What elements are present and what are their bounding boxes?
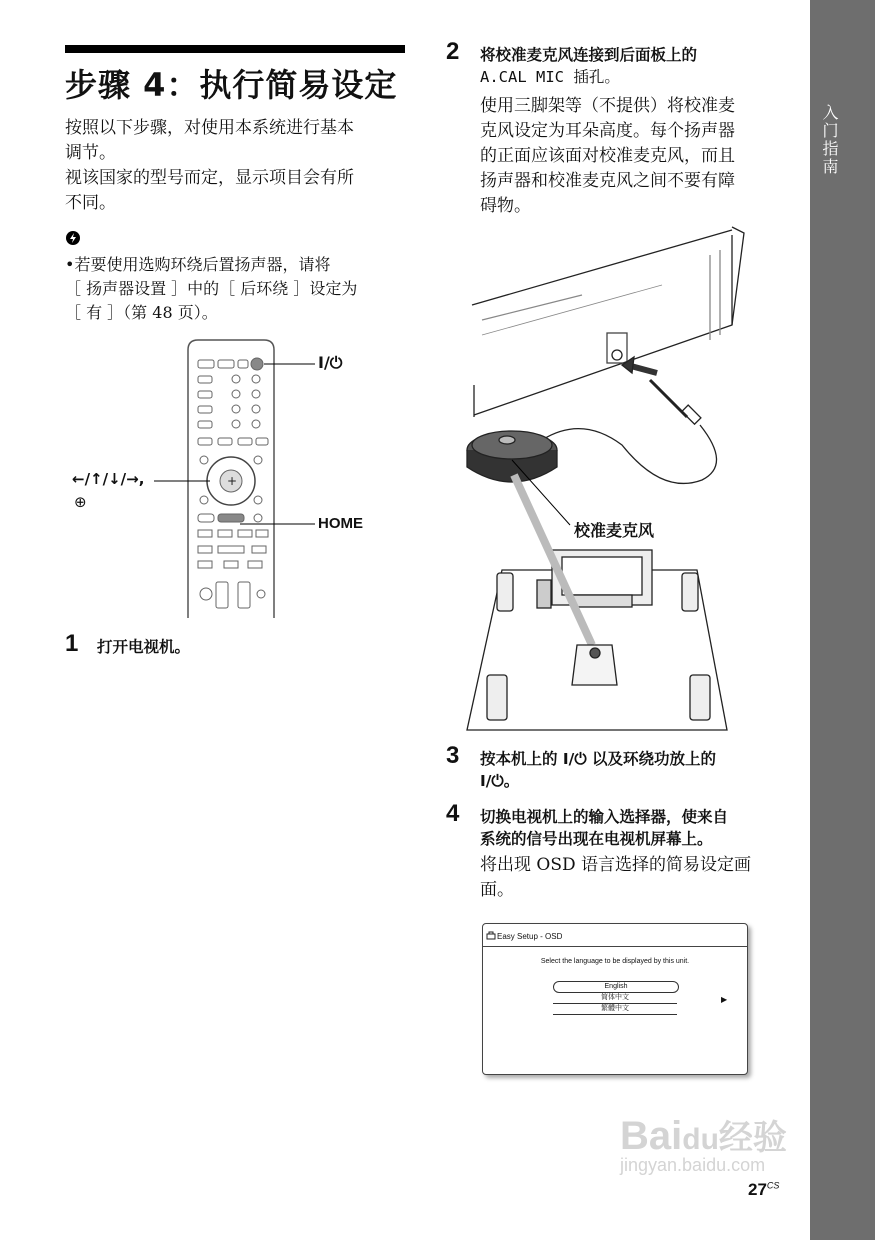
tip-line: •若要使用选购环绕后置扬声器，请将 <box>65 255 331 274</box>
osd-option-simplified-chinese[interactable]: 简体中文 <box>553 993 677 1004</box>
osd-prompt: Select the language to be displayed by this unit. <box>540 958 690 965</box>
intro-line: 不同。 <box>65 193 116 213</box>
svg-text:+: + <box>227 474 238 488</box>
osd-title: Easy Setup - OSD <box>497 932 563 941</box>
page-number-suffix: CS <box>766 1180 780 1191</box>
step-4-line: 系统的信号出现在电视机屏幕上。 <box>480 830 713 848</box>
step-3-line: I/⏻。 <box>480 772 520 790</box>
osd-option-english[interactable]: English <box>553 981 679 993</box>
step-2-line: A.CAL MIC 插孔。 <box>480 68 620 86</box>
intro-line: 视该国家的型号而定，显示项目会有所 <box>65 168 354 188</box>
step-3-number: 3 <box>446 742 460 769</box>
osd-option-traditional-chinese[interactable]: 繁體中文 <box>553 1004 677 1015</box>
enter-label: ⊕ <box>74 493 87 511</box>
step-3-text <box>480 748 800 792</box>
step-2-line: 将校准麦克风连接到后面板上的 <box>480 46 698 64</box>
step-4-text <box>480 806 800 850</box>
step-2-number: 2 <box>446 38 460 65</box>
watermark-brand: Bai <box>620 1114 683 1158</box>
tip-line: ［ 扬声器设置 ］中的［ 后环绕 ］设定为 <box>65 279 358 298</box>
osd-next-arrow-icon: ▶ <box>721 995 728 1004</box>
step-4-description <box>480 853 790 903</box>
page-number <box>748 1180 779 1200</box>
step-4-line: 切换电视机上的输入选择器，使来自 <box>480 808 729 826</box>
tip-line: ［ 有 ］（第 48 页）。 <box>65 303 218 322</box>
title-rule <box>65 45 405 53</box>
step-2-desc-line: 的正面应该面对校准麦克风，而且 <box>480 146 735 166</box>
step-4-desc-line: 面。 <box>480 880 514 900</box>
step-2-description <box>480 94 790 219</box>
page-number-value: 27 <box>748 1180 767 1199</box>
watermark-url: jingyan.baidu.com <box>620 1155 766 1175</box>
step-3-line: 按本机上的 I/⏻ 以及环绕功放上的 <box>480 750 716 768</box>
power-label: I/⏻ <box>318 353 343 372</box>
step-2-desc-line: 使用三脚架等（不提供）将校准麦 <box>480 96 735 116</box>
tip-text <box>65 253 410 325</box>
intro-text <box>65 116 410 216</box>
page-title: 步骤 4：执行简易设定 <box>65 66 398 104</box>
osd-divider <box>483 946 747 947</box>
arrows-label: ←/↑/↓/→, <box>72 470 145 488</box>
step-2-text <box>480 44 800 88</box>
step-4-number: 4 <box>446 800 460 827</box>
watermark-brand-2: du <box>682 1123 719 1156</box>
step-1-number: 1 <box>65 630 79 657</box>
step-2-desc-line: 克风设定为耳朵高度。每个扬声器 <box>480 121 735 141</box>
mic-label: 校准麦克风 <box>574 521 655 540</box>
side-tab-label: 入门指南 <box>820 104 839 176</box>
tip-icon <box>65 230 81 246</box>
side-tab <box>810 0 875 1240</box>
step-1-text: 打开电视机。 <box>97 638 191 656</box>
step-2-desc-line: 扬声器和校准麦克风之间不要有障 <box>480 171 735 191</box>
baidu-watermark <box>620 1110 787 1176</box>
intro-line: 按照以下步骤，对使用本系统进行基本 <box>65 118 354 138</box>
step-4-desc-line: 将出现 OSD 语言选择的简易设定画 <box>480 855 752 875</box>
remote-callout-lines <box>150 360 320 530</box>
toolbox-icon <box>486 931 496 940</box>
step-2-desc-line: 碍物。 <box>480 196 531 216</box>
osd-screen <box>482 923 748 1075</box>
intro-line: 调节。 <box>65 143 116 163</box>
home-label: HOME <box>318 515 363 532</box>
watermark-cn: 经验 <box>718 1119 787 1157</box>
mic-setup-illustration <box>462 225 752 735</box>
